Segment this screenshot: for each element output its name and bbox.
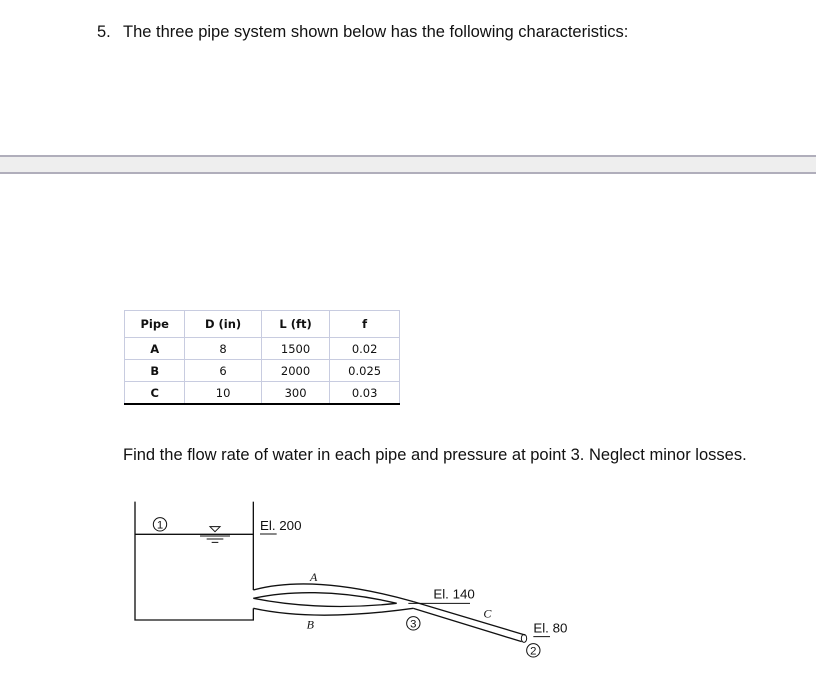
cell-diameter: 8 bbox=[185, 338, 261, 360]
svg-text:2: 2 bbox=[530, 645, 537, 658]
pipe-table bbox=[124, 310, 400, 405]
cell-friction: 0.025 bbox=[330, 360, 400, 382]
header-length: L (ft) bbox=[261, 311, 329, 338]
header-pipe: Pipe bbox=[125, 311, 185, 338]
cell-friction: 0.03 bbox=[330, 382, 400, 405]
label-pipe-b: B bbox=[306, 617, 315, 632]
svg-text:1: 1 bbox=[156, 519, 164, 532]
instruction-text: Find the flow rate of water in each pipe and pressure at point 3. Neglect minor losses. bbox=[123, 446, 747, 464]
label-pipe-a: A bbox=[310, 570, 318, 584]
cell-friction: 0.02 bbox=[330, 338, 400, 360]
divider-bar bbox=[0, 155, 816, 174]
pipe-b-top bbox=[253, 598, 396, 606]
point-3-marker bbox=[407, 617, 420, 631]
table-row bbox=[125, 382, 400, 405]
tank-wall bbox=[135, 502, 253, 620]
svg-text:3: 3 bbox=[410, 618, 417, 631]
point-1-marker bbox=[153, 518, 166, 532]
cell-pipe: B bbox=[125, 360, 185, 382]
pipe-outlet bbox=[521, 634, 526, 642]
pipe-b-bottom bbox=[253, 608, 413, 615]
point-2-marker bbox=[527, 644, 540, 658]
cell-length: 300 bbox=[261, 382, 329, 405]
label-el-140: El. 140 bbox=[433, 586, 475, 602]
cell-diameter: 10 bbox=[185, 382, 261, 405]
header-diameter: D (in) bbox=[185, 311, 261, 338]
label-el-200: El. 200 bbox=[260, 518, 302, 533]
label-pipe-c: C bbox=[483, 606, 492, 621]
question-text: The three pipe system shown below has the following characteristics: bbox=[123, 23, 629, 41]
pipe-system-diagram bbox=[120, 495, 590, 665]
cell-pipe: C bbox=[125, 382, 185, 405]
pipe-c bbox=[413, 602, 525, 642]
cell-pipe: A bbox=[125, 338, 185, 360]
label-el-80: El. 80 bbox=[533, 620, 568, 636]
cell-diameter: 6 bbox=[185, 360, 261, 382]
question-number: 5. bbox=[97, 23, 111, 41]
table-row bbox=[125, 338, 400, 360]
header-friction: f bbox=[330, 311, 400, 338]
table-header-row bbox=[125, 311, 400, 338]
cell-length: 1500 bbox=[261, 338, 329, 360]
table-row bbox=[125, 360, 400, 382]
cell-length: 2000 bbox=[261, 360, 329, 382]
